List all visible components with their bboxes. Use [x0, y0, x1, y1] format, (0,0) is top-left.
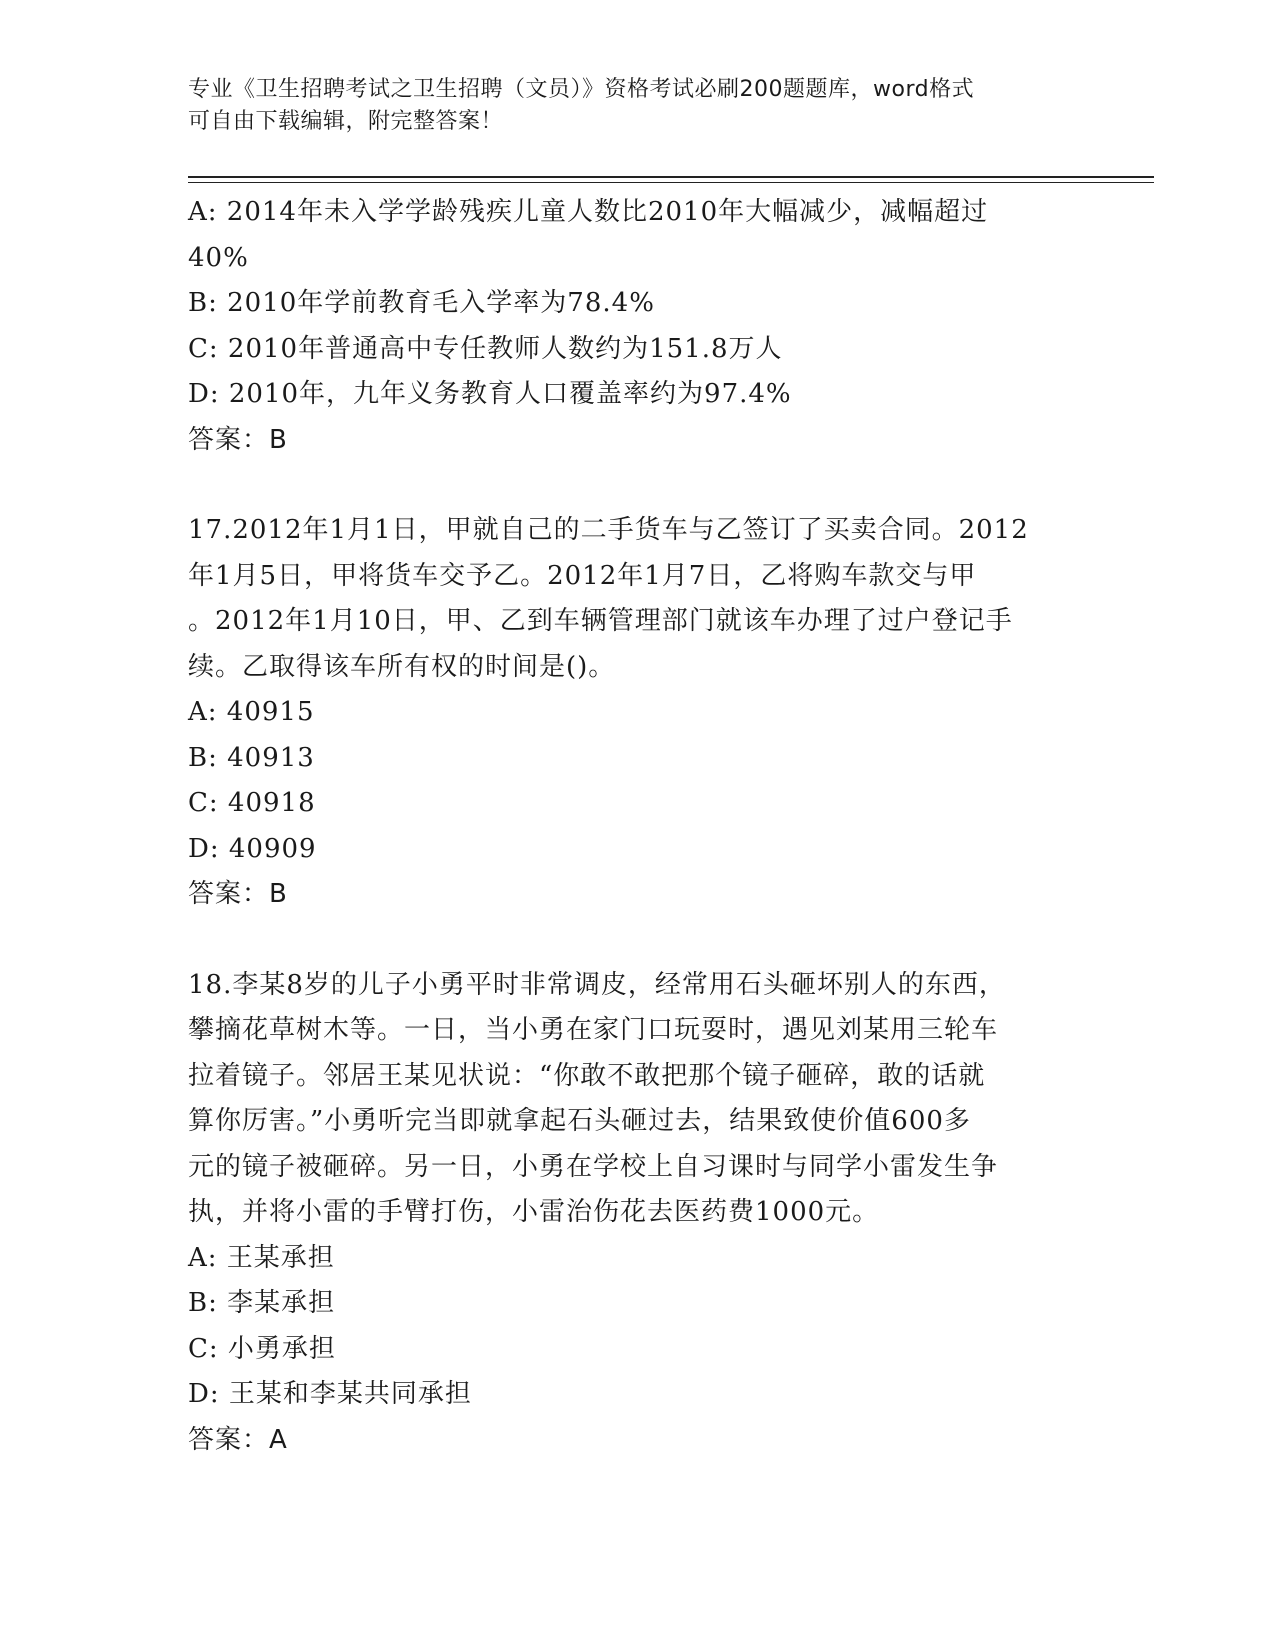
q17-option-c: C: 40918 [188, 788, 316, 818]
q17-option-d: D: 40909 [188, 833, 317, 864]
q17-stem-line: 。2012年1月10日，甲、乙到车辆管理部门就该车办理了过户登记手 [188, 606, 1013, 636]
q18-answer: 答案：A [188, 1424, 288, 1455]
document-header [188, 74, 1068, 138]
q16-option-a: A: 2014年未入学学龄残疾儿童人数比2010年大幅减少，减幅超过 [188, 197, 989, 227]
question-17 [188, 508, 1088, 918]
spacer [188, 918, 1088, 963]
header-divider-thin [188, 182, 1154, 183]
header-line-2: 可自由下载编辑，附完整答案！ [188, 109, 504, 134]
q16-option-c: C: 2010年普通高中专任教师人数约为151.8万人 [188, 333, 783, 364]
q18-stem-line: 攀摘花草树木等。一日，当小勇在家门口玩耍时，遇见刘某用三轮车 [188, 1015, 999, 1045]
q16-answer: 答案：B [188, 424, 288, 455]
q18-option-b: B: 李某承担 [188, 1288, 336, 1318]
q18-option-c: C: 小勇承担 [188, 1333, 336, 1364]
q18-stem-line: 元的镜子被砸碎。另一日，小勇在学校上自习课时与同学小雷发生争 [188, 1151, 999, 1182]
q17-answer: 答案：B [188, 879, 288, 909]
q16-option-b: B: 2010年学前教育毛入学率为78.4% [188, 288, 655, 318]
q18-option-a: A: 王某承担 [188, 1242, 335, 1273]
q17-option-a: A: 40915 [188, 697, 315, 727]
q18-stem-line: 拉着镜子。邻居王某见状说：“你敢不敢把那个镜子砸碎，敢的话就 [188, 1060, 986, 1091]
q17-stem-line: 续。乙取得该车所有权的时间是()。 [188, 651, 616, 682]
q18-stem-line: 18.李某8岁的儿子小勇平时非常调皮，经常用石头砸坏别人的东西， [188, 969, 1006, 1000]
header-divider [188, 176, 1154, 178]
q17-stem-line: 年1月5日，甲将货车交予乙。2012年1月7日，乙将购车款交与甲 [188, 560, 977, 591]
header-line-1: 专业《卫生招聘考试之卫生招聘（文员）》资格考试必刷200题题库，word格式 [188, 77, 975, 102]
q18-stem-line: 执，并将小雷的手臂打伤，小雷治伤花去医药费1000元。 [188, 1197, 880, 1227]
q18-stem-line: 算你厉害。”小勇听完当即就拿起石头砸过去，结果致使价值600多 [188, 1106, 971, 1136]
question-content [188, 190, 1088, 1463]
q18-option-d: D: 王某和李某共同承担 [188, 1379, 472, 1409]
question-16 [188, 190, 1088, 463]
q16-option-d: D: 2010年，九年义务教育人口覆盖率约为97.4% [188, 379, 792, 409]
spacer [188, 463, 1088, 508]
q17-option-b: B: 40913 [188, 742, 315, 773]
question-18 [188, 963, 1088, 1464]
q17-stem-line: 17.2012年1月1日，甲就自己的二手货车与乙签订了买卖合同。2012 [188, 515, 1029, 545]
q16-option-a-cont: 40% [188, 242, 249, 273]
